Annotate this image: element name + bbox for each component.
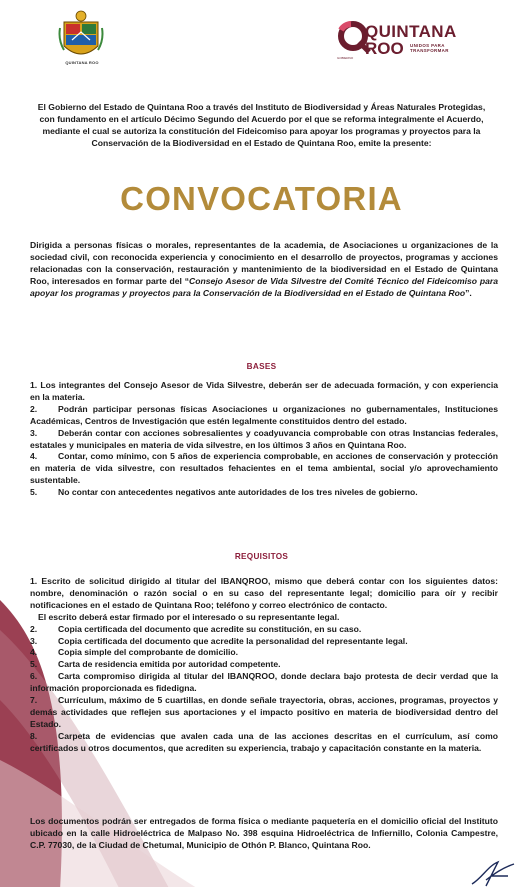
state-crest-icon [58,10,104,66]
brand-name-bottom: ROO [365,39,404,58]
list-item [30,636,498,648]
item-number: 2. [30,403,38,414]
list-item [30,451,498,487]
list-item [30,695,498,731]
requisitos-heading: REQUISITOS [234,552,289,561]
brand-name-top: QUINTANA [365,22,457,41]
item-text: Los integrantes del Consejo Asesor de Vida Silvestre, deberán ser de adecuada formación, y con experiencia en la materia. [30,380,498,402]
item-text: Carpeta de evidencias que avalen cada una de las acciones descritas en el currículum, así como certificados u otros documentos, que acrediten su experiencia, trabajo y capacitación constante en la materia. [30,730,498,753]
item-text: Contar, como mínimo, con 5 años de experiencia comprobable, en acciones de conservación y protección en materia de vida silvestre, con resultados fehacientes en el tema ambiental, social y/o aprovechamiento sustentable. [30,451,498,486]
quintana-roo-brand-logo [337,20,467,64]
item-number: 6. [30,671,38,682]
list-item [30,624,498,636]
list-item-note [30,612,498,624]
item-text: Carta compromiso dirigida al titular del IBANQROO, donde declara bajo protesta de decir verdad que la información proporcionada es fidedigna. [30,671,498,694]
item-number: 4. [30,451,38,462]
brand-small-label: GOBIERNO [337,56,354,60]
item-note: El escrito deberá estar firmado por el interesado o su representante legal. [38,611,340,622]
list-item [30,671,498,695]
list-item [30,576,498,612]
item-number: 5. [30,487,38,498]
item-number: 5. [30,659,38,670]
item-text: Carta de residencia emitida por autoridad competente. [58,659,281,670]
list-item [30,487,498,499]
list-item [30,404,498,428]
list-item [30,731,498,755]
item-text: No contar con antecedentes negativos ante autoridades de los tres niveles de gobierno. [58,487,418,498]
requisitos-list [30,576,498,755]
item-number: 3. [30,427,38,438]
closing-paragraph: Los documentos podrán ser entregados de forma física o mediante paquetería en el domicilio oficial del Instituto ubicado en la calle Hidroeléctrica de Malpaso No. 398 esquina Hidroeléctrica de Infiernillo, Colonia Campestre, C.P. 77030, de la Ciudad de Chetumal, Municipio de Othón P. Blanco, Quintana Roo. [30,816,498,850]
list-item [30,647,498,659]
item-number: 4. [30,647,38,658]
crest-caption: QUINTANA ROO [65,60,99,65]
item-text: Currículum, máximo de 5 cuartillas, en donde señale trayectoria, obras, acciones, programas, proyectos y demás actividades que reflejen sus aportaciones y el impacto positivo en materia de biodiversidad dentro del Estado. [30,695,498,729]
list-item [30,428,498,452]
description-end: ”. [465,288,472,299]
item-text: Deberán contar con acciones sobresalientes y coadyuvancia comprobable con otras Instancias federales, estatales y municipales en materia de vida silvestre, en los últimos 3 años en Quintana Roo. [30,427,498,450]
item-text: Copia certificada del documento que acredite la personalidad del representante legal. [58,635,408,646]
description-paragraph [30,239,498,299]
description-text: Dirigida a personas físicas o morales, representantes de la academia, de Asociaciones u organizaciones de la sociedad civil, con reconocida experiencia y conocimiento en el desarrollo de proyectos, programas y acciones relacionadas con la conservación, restauración y mantenimiento de la biodiversidad en el Estado de Quintana Roo, interesados en formar parte del “ [30,240,498,287]
intro-paragraph: El Gobierno del Estado de Quintana Roo a través del Instituto de Biodiversidad y Áreas Naturales Protegidas, con fundamento en el artículo Décimo Segundo del Acuerdo por el que se reforma integralmente el Acuerdo, mediante el cual se autoriza la constitución del Fideicomiso para apoyar los programas y proyectos para la Conservación de la Biodiversidad en el Estado de Quintana Roo, emite la presente: [37,102,486,148]
list-item [30,380,498,404]
signature-icon [468,858,518,887]
list-item [30,659,498,671]
description-italic: Consejo Asesor de Vida Silvestre del Comité Técnico del Fideicomiso para apoyar los programas y proyectos para la Conservación de la Biodiversidad en el Estado de Quintana Roo [30,276,498,299]
item-number: 8. [30,730,38,741]
item-number: 3. [30,635,38,646]
bases-list [30,380,498,499]
item-number: 2. [30,623,38,634]
item-text: 1. Escrito de solicitud dirigido al titular del IBANQROO, mismo que deberá contar con los siguientes datos: nombre, denominación o razón social o en su caso del representante legal; domicilio para oír y recibir notificaciones en el estado de Quintana Roo; teléfono y correo electrónico de contacto. [30,576,498,610]
page-title: CONVOCATORIA [120,180,403,217]
item-text: Copia simple del comprobante de domicilio. [58,647,239,658]
item-number: 1. [30,380,38,390]
item-number: 7. [30,695,38,706]
item-text: Copia certificada del documento que acredite su constitución, en su caso. [58,623,362,634]
item-text: Podrán participar personas físicas Asociaciones u organizaciones no gubernamentales, Instituciones Académicas, Centros de Investigación que estén legalmente constituidos dentro del estado. [30,403,498,426]
bases-heading: BASES [246,362,277,371]
brand-tagline: UNIDOS PARA TRANSFORMAR [410,43,449,53]
